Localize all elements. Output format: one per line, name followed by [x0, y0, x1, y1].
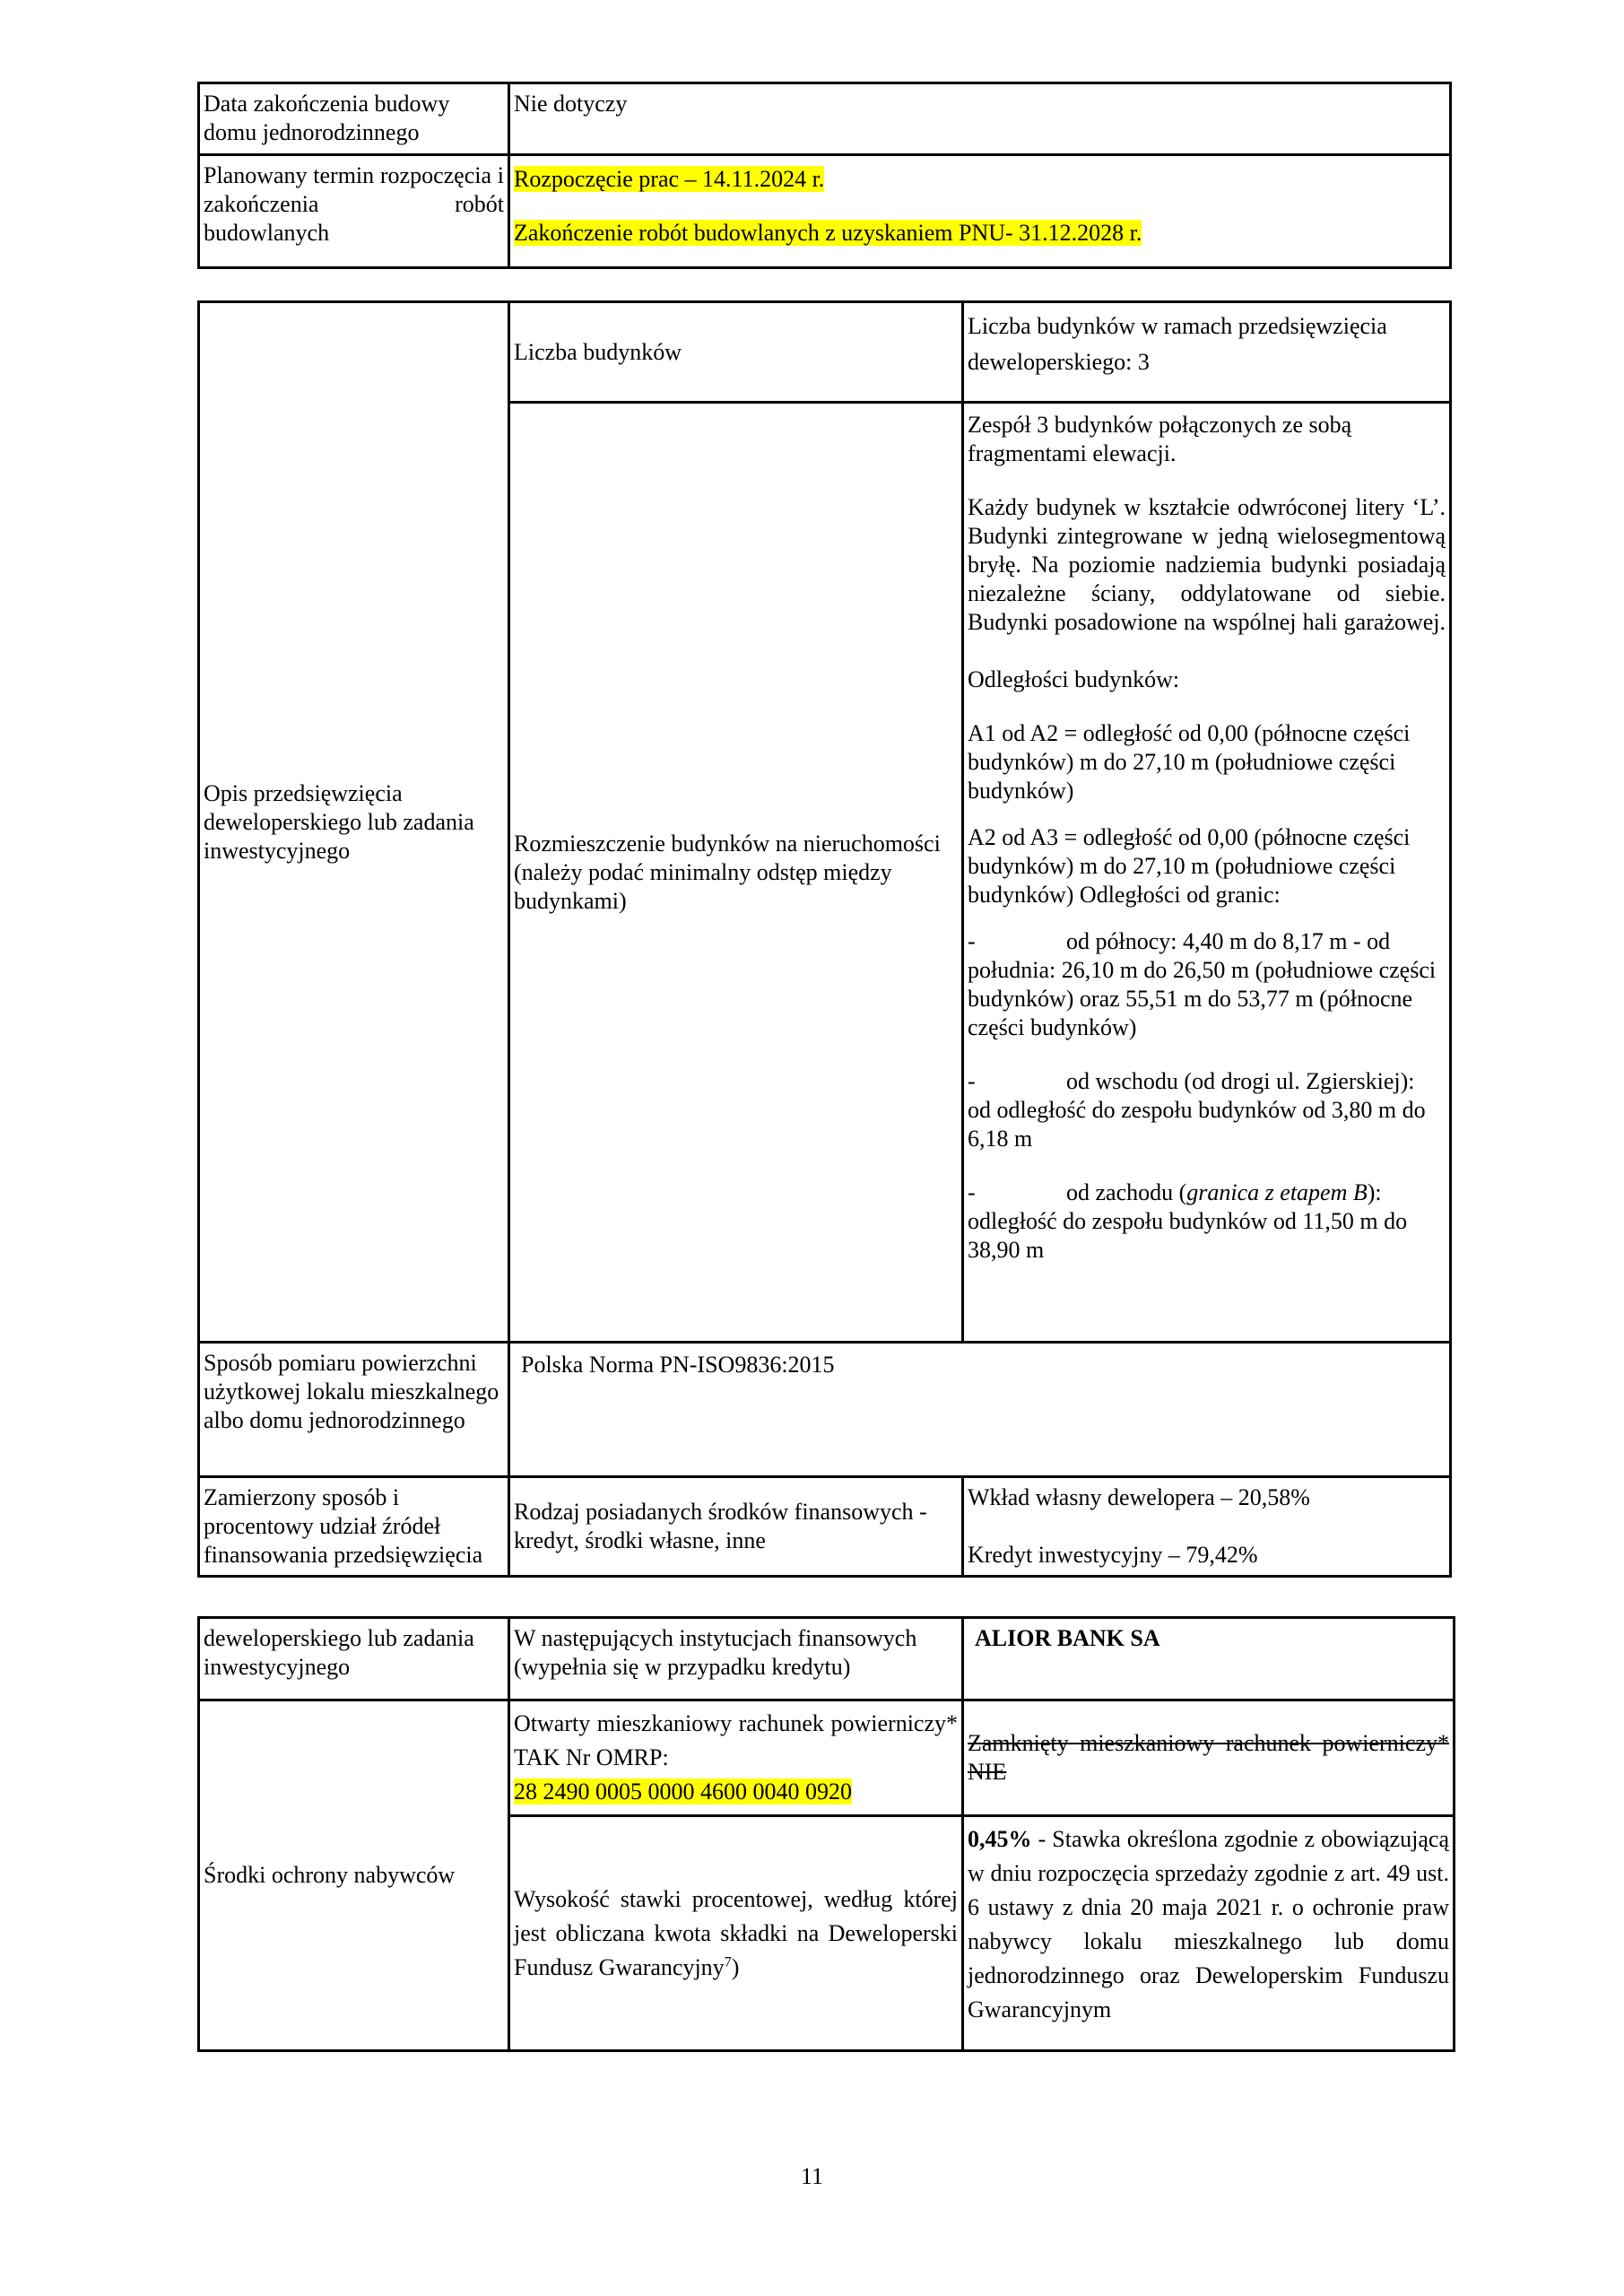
description-continued-label: deweloperskiego lub zadania inwestycyjnego: [199, 1618, 509, 1700]
buildings-count-label: Liczba budynków: [509, 302, 963, 403]
completion-date-label: Data zakończenia budowy domu jednorodzinnego: [199, 83, 509, 155]
measure-method-label: Sposób pomiaru powierzchni użytkowej lokalu mieszkalnego albo domu jednorodzinnego: [199, 1343, 509, 1477]
boundary-east: - od wschodu (od drogi ul. Zgierskiej): od odległość do zespołu budynków od 3,80 m do 6,18 m: [968, 1068, 1426, 1152]
placement-paragraph: A2 od A3 = odległość od 0,00 (północne części budynków) m do 27,10 m (południowe części budynków) Odległości od granic:: [968, 824, 1411, 908]
own-contribution: Wkład własny dewelopera – 20,58%: [968, 1484, 1310, 1510]
completion-date-value: Nie dotyczy: [509, 83, 1451, 155]
financing-kind: Rodzaj posiadanych środków finansowych - kredyt, środki własne, inne: [509, 1477, 963, 1577]
start-date-highlight: Rozpoczęcie prac – 14.11.2024 r.: [514, 166, 825, 192]
financial-institutions-label: W następujących instytucjach finansowych (wypełnia się w przypadku kredytu): [509, 1618, 963, 1700]
placement-paragraph: Każdy budynek w kształcie odwróconej litery ‘L’. Budynki zintegrowane w jedną wielosegmentową bryłę. Na poziomie nadziemia budynki posiadają niezależne ściany, oddylatowane od siebie. Budynki posadowione na wspólnej hali garażowej.: [968, 494, 1446, 635]
bank-name: ALIOR BANK SA: [963, 1618, 1455, 1700]
open-account-cell: Otwarty mieszkaniowy rachunek powierniczy* TAK Nr OMRP: 28 2490 0005 0000 4600 0040 0920: [509, 1700, 963, 1816]
boundary-west: - od zachodu (granica z etapem B): odległość do zespołu budynków od 11,50 m do 38,90 m: [968, 1179, 1408, 1263]
rate-value-cell: 0,45% - Stawka określona zgodnie z obowiązującą w dniu rozpoczęcia sprzedaży zgodnie z art. 49 ust. 6 ustawy z dnia 20 maja 2021 r. o ochronie praw nabywcy lokalu mieszkalnego lub domu jednorodzinnego oraz Deweloperskim Funduszu Gwarancyjnym: [963, 1816, 1455, 2051]
project-description-label: Opis przedsięwzięcia deweloperskiego lub zadania inwestycyjnego: [199, 302, 509, 1343]
financing-shares: [963, 1477, 1451, 1577]
buyer-protection-table: [197, 1616, 1455, 2052]
boundary-north: - od północy: 4,40 m do 8,17 m - od południa: 26,10 m do 26,50 m (południowe części budynków) oraz 55,51 m do 53,77 m (północne części budynków): [968, 928, 1437, 1040]
financing-label: Zamierzony sposób i procentowy udział źródeł finansowania przedsięwzięcia: [199, 1477, 509, 1577]
account-number-highlight: 28 2490 0005 0000 4600 0040 0920: [514, 1779, 852, 1805]
buildings-count-value: Liczba budynków w ramach przedsięwzięcia deweloperskiego: 3: [963, 302, 1451, 403]
rate-value: 0,45%: [968, 1826, 1032, 1852]
investment-credit: Kredyt inwestycyjny – 79,42%: [968, 1542, 1258, 1568]
placement-paragraph: Odległości budynków:: [968, 666, 1180, 692]
planned-dates-value: [509, 155, 1451, 268]
placement-value: [963, 403, 1451, 1343]
placement-label: Rozmieszczenie budynków na nieruchomości (należy podać minimalny odstęp między budynkami): [509, 403, 963, 1343]
planned-dates-label: Planowany termin rozpoczęcia i zakończenia robót budowlanych: [199, 155, 509, 268]
end-date-highlight: Zakończenie robót budowlanych z uzyskaniem PNU- 31.12.2028 r.: [514, 220, 1142, 246]
placement-paragraph: Zespół 3 budynków połączonych ze sobą fragmentami elewacji.: [968, 412, 1352, 466]
buyer-protection-label: Środki ochrony nabywców: [199, 1700, 509, 2051]
project-description-table: [197, 300, 1452, 1578]
dates-table: [197, 82, 1452, 269]
page-number: 11: [800, 2163, 824, 2189]
closed-account-cell: Zamknięty mieszkaniowy rachunek powierniczy* NIE: [963, 1700, 1455, 1816]
placement-paragraph: A1 od A2 = odległość od 0,00 (północne części budynków) m do 27,10 m (południowe części budynków): [968, 720, 1411, 804]
rate-label-cell: Wysokość stawki procentowej, według której jest obliczana kwota składki na Deweloperski Fundusz Gwarancyjny$^7$): [509, 1816, 963, 2051]
measure-method-value: Polska Norma PN-ISO9836:2015: [509, 1343, 1451, 1477]
